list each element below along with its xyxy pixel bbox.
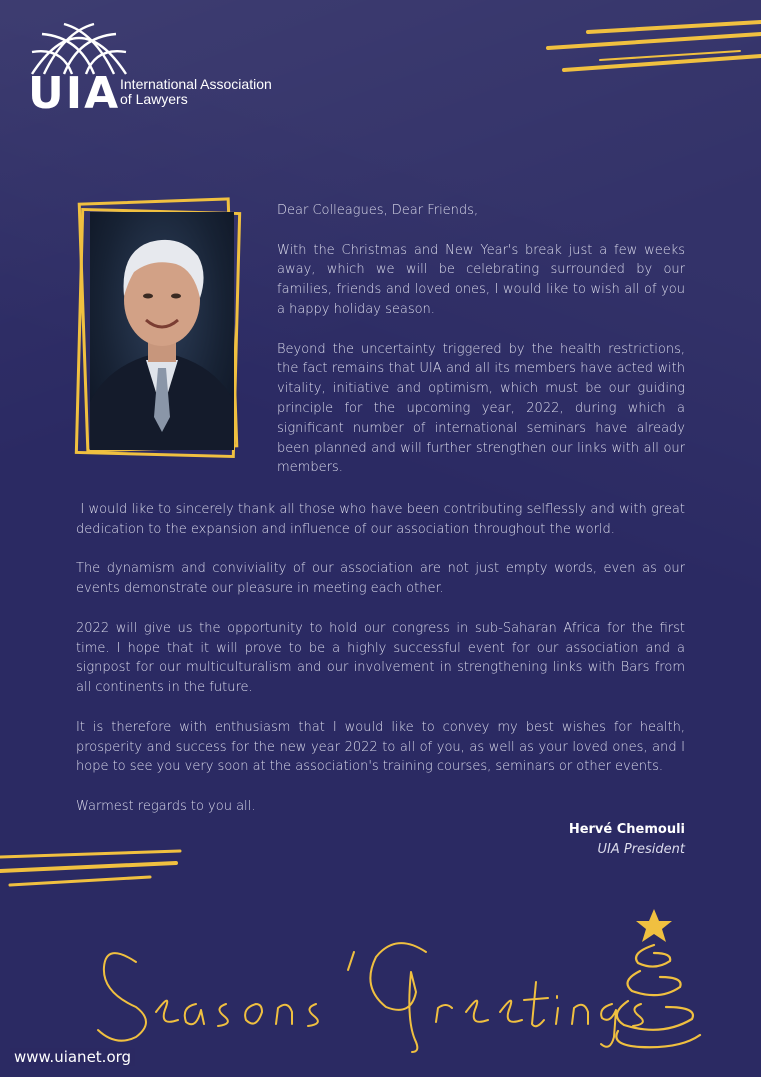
portrait-photo [90,212,234,450]
paragraph-5: 2022 will give us the opportunity to hold our congress in sub-Saharan Africa for the first time. I hope that it will prove to be a highly successful event for our association and a signpost for our multiculturalism and our involvement in strengthening links with Bars from all continents in the future. [76,620,685,696]
signature-role: UIA President [597,842,685,857]
letter-intro [277,201,685,498]
logo-mark: UIA [28,68,121,119]
signature-name: Hervé Chemouli [568,822,685,837]
portrait-illustration [90,212,234,450]
logo-text [120,77,272,107]
paragraph-6: It is therefore with enthusiasm that I would like to convey my best wishes for health, prosperity and success for the new year 2022 to all of you, as well as your loved ones, and I hope to see you very soon at the association's training courses, seminars or other events. [76,719,685,775]
paragraph-4: The dynamism and conviviality of our association are not just empty words, even as our events demonstrate our pleasure in meeting each other. [76,561,685,597]
portrait-frame [76,200,244,462]
paragraph-3: I would like to sincerely thank all those who have been contributing selflessly and with great dedication to the expansion and influence of our association throughout the world. [76,502,690,537]
christmas-tree-icon [600,905,710,1055]
uia-logo [24,22,314,117]
gold-strokes-bottom [0,845,200,895]
paragraph-2: Beyond the uncertainty triggered by the health restrictions, the fact remains that UIA and all its members have acted with vitality, initiative and optimism, which must be our guiding principle for the upcoming year, 2022, during which a significant number of international seminars have already been planned and will further strengthen our links with all our members. [277,341,685,476]
paragraph-1: With the Christmas and New Year's break just a few weeks away, which we will be celebrating surrounded by our families, friends and loved ones, I would like to wish all of you a happy holiday season. [277,242,685,317]
closing: Warmest regards to you all. [76,798,256,814]
salutation: Dear Colleagues, Dear Friends, [277,203,479,218]
gold-strokes-top [540,18,761,78]
letter-body [76,500,690,837]
signature-block [569,820,685,860]
website-link[interactable]: www.uianet.org [10,1048,135,1066]
logo-line-2: of Lawyers [120,91,188,107]
logo-line-1: International Association [120,76,272,92]
